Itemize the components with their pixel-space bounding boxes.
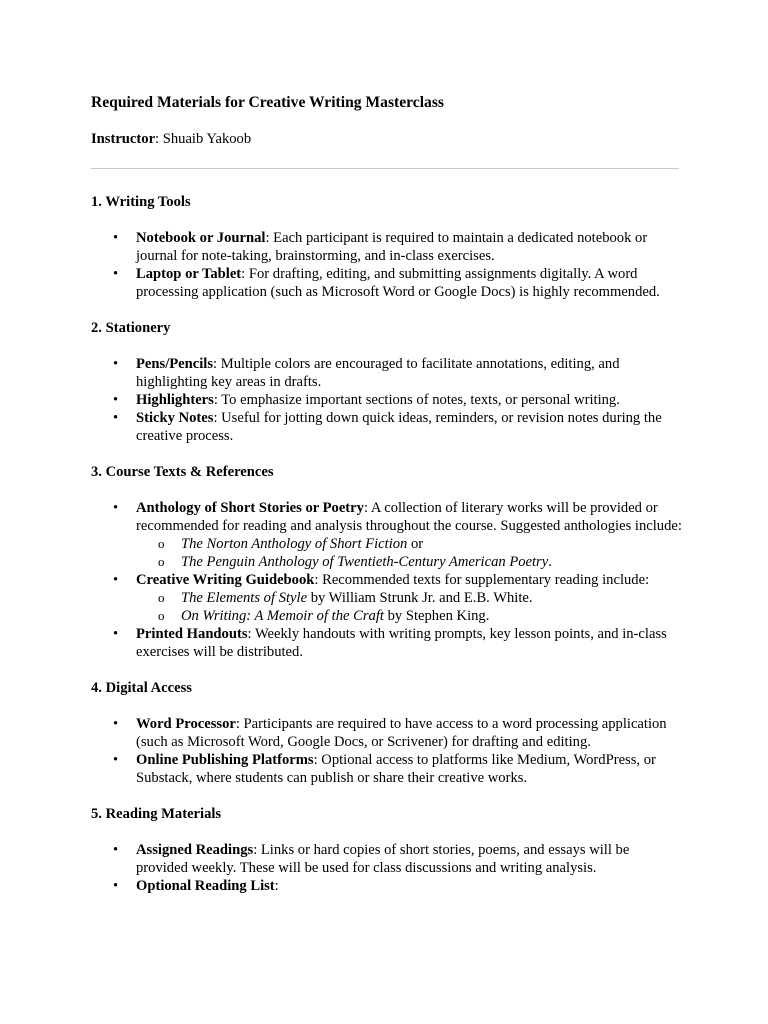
book-rest: by Stephen King.: [383, 608, 490, 624]
list-item: [91, 625, 683, 661]
section-heading-stationery: 2. Stationery: [91, 320, 171, 336]
item-text: : Participants are required to have access to a word processing application (such as Microsoft Word, Google Docs, or Scrivener) for drafting and editing.: [136, 716, 667, 750]
book-title: The Penguin Anthology of Twentieth-Century American Poetry: [181, 554, 549, 570]
section-heading-digital-access: 4. Digital Access: [91, 680, 192, 696]
item-text: : Links or hard copies of short stories, poems, and essays will be provided weekly. These will be used for class discussions and writing analysis.: [136, 842, 630, 876]
book-rest: or: [407, 536, 424, 552]
list-item: [91, 355, 683, 391]
document-content: [91, 93, 683, 895]
bullet-icon: •: [113, 842, 119, 858]
item-term: Word Processor: [136, 716, 236, 732]
section-heading-course-texts: 3. Course Texts & References: [91, 464, 274, 480]
circle-bullet-icon: o: [158, 554, 165, 569]
book-title: The Norton Anthology of Short Fiction: [181, 536, 408, 552]
book-rest: by William Strunk Jr. and E.B. White.: [307, 590, 533, 606]
list-item: [91, 715, 683, 751]
sub-list-anthologies: [136, 535, 683, 571]
bullet-icon: •: [113, 410, 119, 426]
list-item: [91, 571, 683, 625]
list-item: [91, 409, 683, 445]
item-term: Anthology of Short Stories or Poetry: [136, 500, 364, 516]
list-item: [91, 877, 683, 895]
circle-bullet-icon: o: [158, 590, 165, 605]
circle-bullet-icon: o: [158, 536, 165, 551]
list-stationery: [91, 355, 683, 445]
bullet-icon: •: [113, 230, 119, 246]
item-term: Printed Handouts: [136, 626, 248, 642]
item-text: : To emphasize important sections of notes, texts, or personal writing.: [213, 392, 620, 408]
list-item: [91, 499, 683, 571]
item-text: : Weekly handouts with writing prompts, key lesson points, and in-class exercises will be distributed.: [136, 626, 667, 660]
list-item: [91, 841, 683, 877]
item-term: Notebook or Journal: [136, 230, 266, 246]
item-text: : Multiple colors are encouraged to facilitate annotations, editing, and highlighting key areas in drafts.: [136, 356, 620, 390]
list-digital-access: [91, 715, 683, 787]
item-term: Optional Reading List: [136, 878, 275, 894]
bullet-icon: •: [113, 392, 119, 408]
bullet-icon: •: [113, 356, 119, 372]
document-title: Required Materials for Creative Writing Masterclass: [91, 94, 444, 111]
item-term: Sticky Notes: [136, 410, 214, 426]
bullet-icon: •: [113, 878, 119, 894]
item-text: : A collection of literary works will be provided or recommended for reading and analysis throughout the course. Suggested anthologies include:: [136, 500, 682, 534]
item-text: : Useful for jotting down quick ideas, reminders, or revision notes during the creative process.: [136, 410, 662, 444]
item-text: :: [274, 878, 279, 894]
list-item: [91, 391, 683, 409]
list-reading-materials: [91, 841, 683, 895]
instructor-label: Instructor: [91, 131, 156, 147]
bullet-icon: •: [113, 266, 119, 282]
item-text: : Recommended texts for supplementary reading include:: [314, 572, 650, 588]
item-text: : Optional access to platforms like Medium, WordPress, or Substack, where students can publish or share their creative works.: [136, 752, 656, 786]
sub-list-item: [136, 589, 683, 607]
list-item: [91, 265, 683, 301]
bullet-icon: •: [113, 572, 119, 588]
book-title: On Writing: A Memoir of the Craft: [181, 608, 384, 624]
item-term: Highlighters: [136, 392, 214, 408]
instructor-line: [91, 130, 683, 148]
book-rest: .: [548, 554, 552, 570]
item-term: Laptop or Tablet: [136, 266, 242, 282]
instructor-name: : Shuaib Yakoob: [155, 131, 252, 147]
sub-list-item: [136, 607, 683, 625]
circle-bullet-icon: o: [158, 608, 165, 623]
sub-list-item: [136, 535, 683, 553]
horizontal-rule: [91, 168, 679, 169]
section-heading-writing-tools: 1. Writing Tools: [91, 194, 191, 210]
bullet-icon: •: [113, 626, 119, 642]
item-term: Assigned Readings: [136, 842, 254, 858]
item-term: Pens/Pencils: [136, 356, 214, 372]
list-course-texts: [91, 499, 683, 661]
list-item: [91, 229, 683, 265]
item-term: Creative Writing Guidebook: [136, 572, 315, 588]
sub-list-guidebooks: [136, 589, 683, 625]
list-item: [91, 751, 683, 787]
item-term: Online Publishing Platforms: [136, 752, 314, 768]
sub-list-item: [136, 553, 683, 571]
section-heading-reading-materials: 5. Reading Materials: [91, 806, 222, 822]
book-title: The Elements of Style: [181, 590, 308, 606]
item-text: : For drafting, editing, and submitting assignments digitally. A word processing application (such as Microsoft Word or Google Docs) is highly recommended.: [136, 266, 660, 300]
bullet-icon: •: [113, 752, 119, 768]
bullet-icon: •: [113, 716, 119, 732]
bullet-icon: •: [113, 500, 119, 516]
list-writing-tools: [91, 229, 683, 301]
item-text: : Each participant is required to maintain a dedicated notebook or journal for note-taking, brainstorming, and in-class exercises.: [136, 230, 648, 264]
